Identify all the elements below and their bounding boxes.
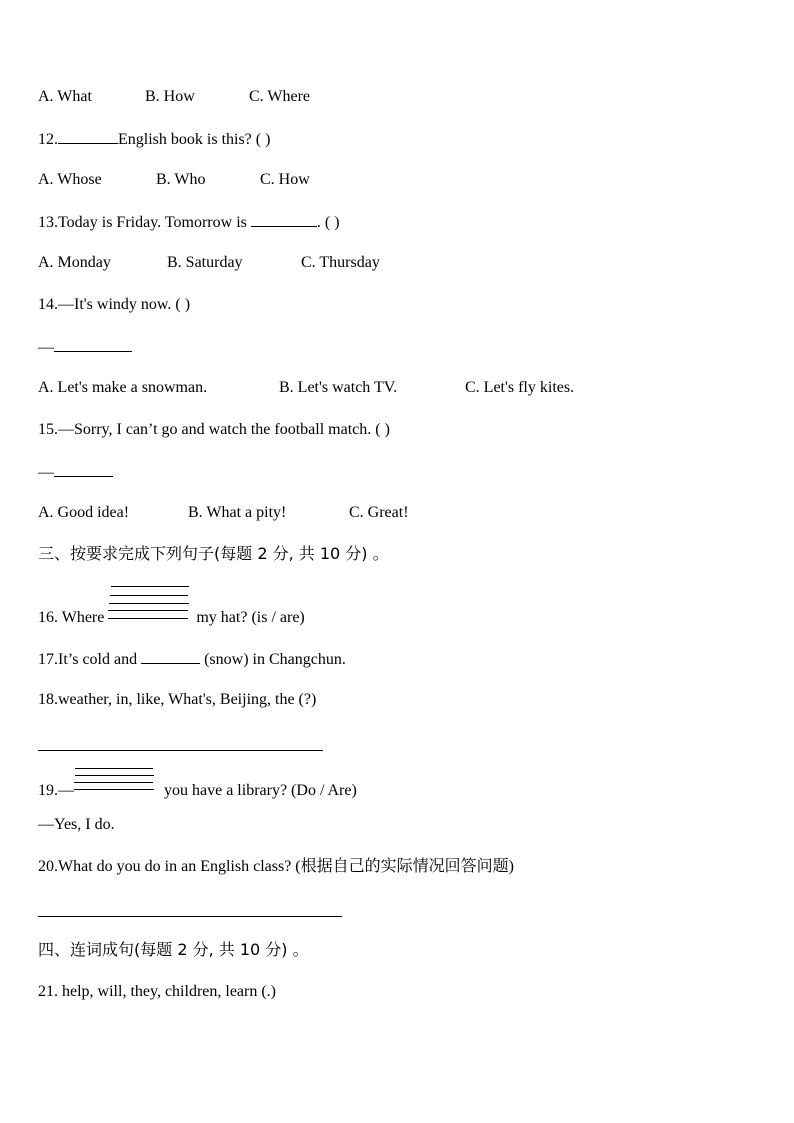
q13-option-a: A. Monday bbox=[38, 254, 111, 271]
q12-text: English book is this? ( ) bbox=[118, 131, 271, 148]
question-12 bbox=[38, 129, 270, 150]
q19-text-before: 19.— bbox=[38, 782, 74, 799]
question-16 bbox=[38, 606, 305, 628]
q15-blank[interactable] bbox=[54, 462, 113, 477]
q12-option-c: C. How bbox=[260, 171, 310, 188]
q20-answer-line[interactable] bbox=[38, 916, 342, 917]
q11-option-a: A. What bbox=[38, 88, 92, 105]
q14-dash: — bbox=[38, 339, 54, 356]
q17-blank[interactable] bbox=[141, 649, 200, 664]
q13-blank[interactable] bbox=[251, 212, 317, 227]
question-13 bbox=[38, 212, 340, 233]
question-14: 14.—It's windy now. ( ) bbox=[38, 296, 191, 313]
q12-option-b: B. Who bbox=[156, 171, 206, 188]
q14-option-a: A. Let's make a snowman. bbox=[38, 379, 208, 396]
q12-blank[interactable] bbox=[58, 129, 118, 144]
question-20: 20.What do you do in an English class? (根据自己的实际情况回答问题) bbox=[38, 858, 514, 875]
q15-answer-line bbox=[38, 462, 113, 483]
q14-answer-line bbox=[38, 337, 132, 358]
q14-option-c: C. Let's fly kites. bbox=[465, 379, 575, 396]
q15-option-b: B. What a pity! bbox=[188, 504, 287, 521]
q19-text-after: you have a library? (Do / Are) bbox=[160, 782, 357, 799]
q19-answer: —Yes, I do. bbox=[38, 816, 115, 833]
question-19 bbox=[38, 779, 357, 801]
q15-option-c: C. Great! bbox=[349, 504, 409, 521]
q14-blank[interactable] bbox=[54, 337, 132, 352]
q13-text-before: 13.Today is Friday. Tomorrow is bbox=[38, 214, 251, 231]
q19-writing-lines[interactable] bbox=[74, 779, 160, 801]
q13-option-c: C. Thursday bbox=[301, 254, 380, 271]
question-17 bbox=[38, 649, 346, 670]
q18-answer-line[interactable] bbox=[38, 750, 323, 751]
q13-option-b: B. Saturday bbox=[167, 254, 243, 271]
section-3-title: 三、按要求完成下列句子(每题 2 分, 共 10 分) 。 bbox=[38, 544, 389, 563]
q14-option-b: B. Let's watch TV. bbox=[279, 379, 398, 396]
question-21: 21. help, will, they, children, learn (.) bbox=[38, 983, 276, 1000]
q12-number: 12. bbox=[38, 131, 58, 148]
section-4-title: 四、连词成句(每题 2 分, 共 10 分) 。 bbox=[38, 940, 309, 959]
q15-dash: — bbox=[38, 464, 54, 481]
q17-text-before: 17.It’s cold and bbox=[38, 651, 142, 668]
q12-option-a: A. Whose bbox=[38, 171, 102, 188]
q16-writing-lines[interactable] bbox=[108, 606, 192, 628]
q11-option-c: C. Where bbox=[249, 88, 311, 105]
question-18: 18.weather, in, like, What's, Beijing, the (?) bbox=[38, 691, 317, 708]
q11-option-b: B. How bbox=[145, 88, 195, 105]
q13-text-after: . ( ) bbox=[316, 214, 340, 231]
q17-text-after: (snow) in Changchun. bbox=[200, 651, 346, 668]
question-15: 15.—Sorry, I can’t go and watch the football match. ( ) bbox=[38, 421, 390, 438]
q15-option-a: A. Good idea! bbox=[38, 504, 130, 521]
q16-text-before: 16. Where bbox=[38, 609, 109, 626]
q16-text-after: my hat? (is / are) bbox=[192, 609, 305, 626]
